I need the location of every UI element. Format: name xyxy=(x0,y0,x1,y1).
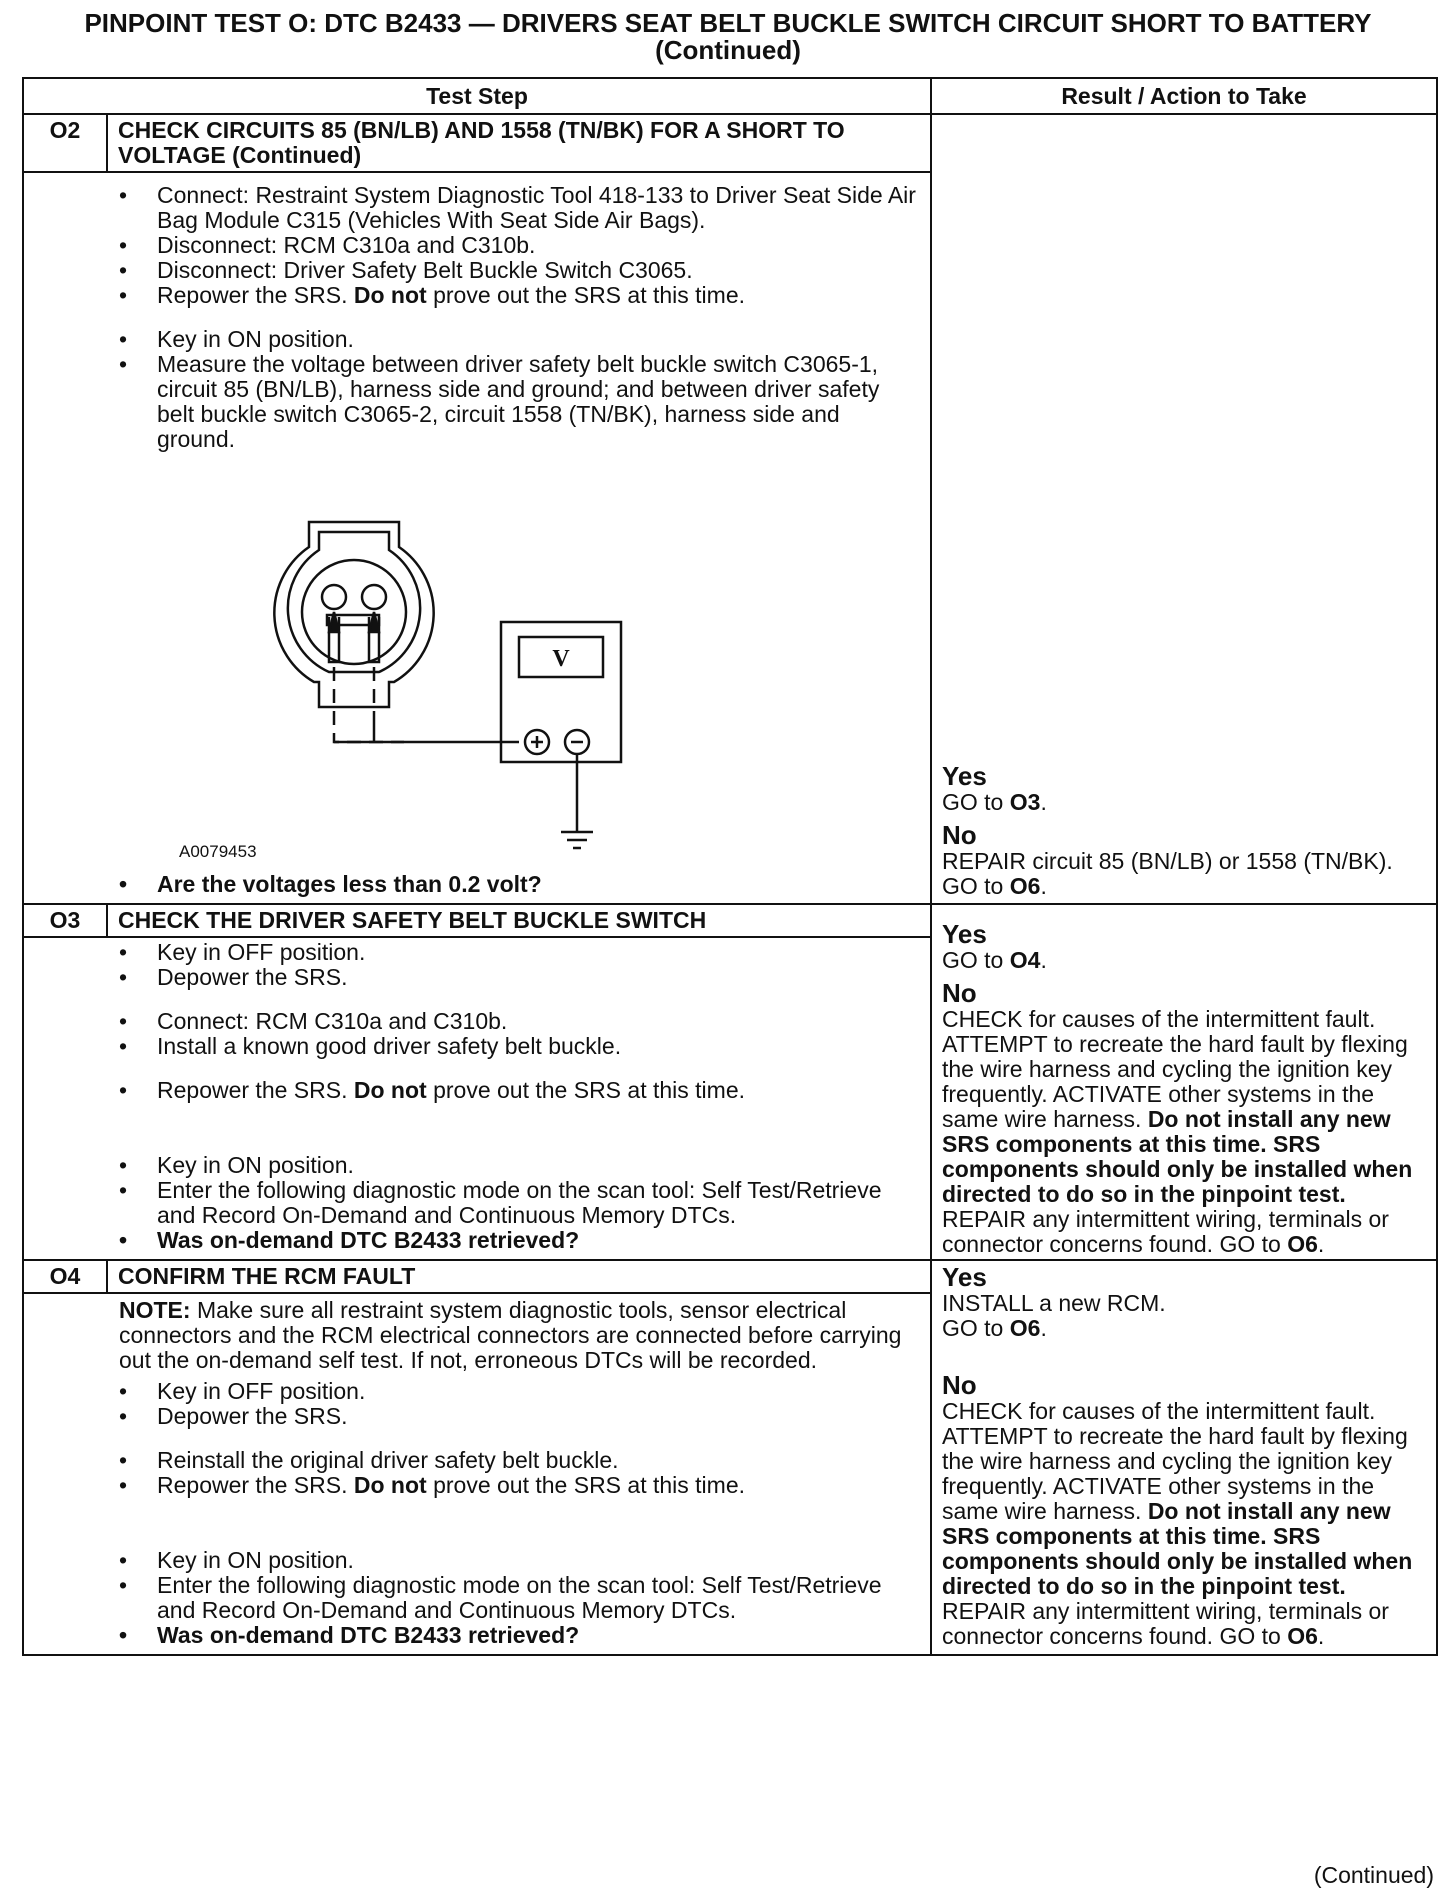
text: . xyxy=(1040,947,1047,973)
header-result: Result / Action to Take xyxy=(931,78,1437,114)
step-cell-o4 xyxy=(23,1260,931,1655)
step-number: O3 xyxy=(24,905,108,936)
step-header-o3 xyxy=(24,905,930,938)
step-body-o3 xyxy=(24,938,930,1259)
continued-label: (Continued) xyxy=(1313,1862,1434,1888)
step-row-o2 xyxy=(23,114,1437,904)
result-cell-o2 xyxy=(931,114,1437,904)
list-item: • Key in ON position. xyxy=(119,1548,922,1573)
step-link: O3 xyxy=(1009,789,1041,815)
list-item: • Enter the following diagnostic mode on the scan tool: Self Test/Retrieve and Record On-Demand and Continuous Memory DTCs. xyxy=(119,1178,922,1228)
result-no-label: No xyxy=(942,1370,977,1400)
text: REPAIR any intermittent wiring, terminals or connector concerns found. GO to xyxy=(942,1598,1389,1649)
figure-code: A0079453 xyxy=(179,842,257,861)
pinpoint-test-table xyxy=(22,77,1438,1656)
text: prove out the SRS at this time. xyxy=(426,1077,746,1103)
note-text: Make sure all restraint system diagnostic tools, sensor electrical connectors and the RCM electrical connectors are connected before carrying out the on-demand self test. If not, erroneous DTCs will be recorded. xyxy=(119,1297,902,1373)
voltmeter-diagram xyxy=(119,452,922,872)
result-yes-label: Yes xyxy=(942,1262,987,1292)
text: . xyxy=(1040,873,1047,899)
list-item: • Depower the SRS. xyxy=(119,1404,922,1429)
step-number: O2 xyxy=(24,115,108,171)
list-item: • Disconnect: RCM C310a and C310b. xyxy=(119,233,922,258)
note-label: NOTE: xyxy=(119,1297,191,1323)
step-cell-o2 xyxy=(23,114,931,904)
text: . xyxy=(1040,789,1047,815)
text: . xyxy=(1317,1623,1325,1649)
step-body-o4 xyxy=(24,1294,930,1654)
list-item: • Enter the following diagnostic mode on the scan tool: Self Test/Retrieve and Record On-Demand and Continuous Memory DTCs. xyxy=(119,1573,922,1623)
step-header-o2 xyxy=(24,115,930,173)
result-yes-label: Yes xyxy=(942,919,987,949)
list-item: • Reinstall the original driver safety belt buckle. xyxy=(119,1448,922,1473)
step-header-o4 xyxy=(24,1261,930,1294)
list-item xyxy=(119,1078,922,1103)
step-title: CHECK THE DRIVER SAFETY BELT BUCKLE SWITCH xyxy=(118,907,707,933)
list-item: • Connect: RCM C310a and C310b. xyxy=(119,1009,922,1034)
list-item: • Install a known good driver safety belt buckle. xyxy=(119,1034,922,1059)
list-item: • Key in OFF position. xyxy=(119,940,922,965)
result-yes-action xyxy=(942,790,1430,815)
result-yes-label: Yes xyxy=(942,761,987,791)
text: prove out the SRS at this time. xyxy=(426,282,746,308)
text: CHECK for causes of the intermittent fault. ATTEMPT to recreate the hard fault by flexing the wire harness and cycling the ignition key frequently. ACTIVATE other systems in the same wire harness. xyxy=(942,1398,1408,1524)
step-link: O6 xyxy=(1009,1315,1041,1341)
list-item xyxy=(119,1473,922,1498)
step-number: O4 xyxy=(24,1261,108,1292)
result-yes-action xyxy=(942,948,1430,973)
list-item: • Disconnect: Driver Safety Belt Buckle Switch C3065. xyxy=(119,258,922,283)
step-question: • Was on-demand DTC B2433 retrieved? xyxy=(119,1228,922,1253)
text-emphasis: Do not xyxy=(353,1077,427,1103)
step-link: O6 xyxy=(1287,1231,1318,1257)
result-no-label: No xyxy=(942,820,977,850)
table-header-row xyxy=(23,78,1437,114)
text: . xyxy=(1317,1231,1325,1257)
text: Repower the SRS. xyxy=(157,1077,354,1103)
text: Repower the SRS. xyxy=(157,282,354,308)
text-emphasis: Do not xyxy=(353,282,427,308)
result-no-label: No xyxy=(942,978,977,1008)
list-item: • Measure the voltage between driver safety belt buckle switch C3065-1, circuit 85 (BN/LB), harness side and ground; and between driver safety belt buckle switch C3065-2, circuit 1558 (TN/BK), harness side and ground. xyxy=(119,352,922,452)
step-link: O4 xyxy=(1009,947,1041,973)
meter-label: V xyxy=(552,646,570,672)
step-cell-o3 xyxy=(23,904,931,1260)
list-item: • Key in ON position. xyxy=(119,1153,922,1178)
text: REPAIR circuit 85 (BN/LB) or 1558 (TN/BK). GO to xyxy=(942,848,1393,899)
step-body-o2 xyxy=(24,173,930,903)
list-item xyxy=(119,283,922,308)
step-question: • Was on-demand DTC B2433 retrieved? xyxy=(119,1623,922,1648)
result-yes-goto xyxy=(942,1316,1430,1341)
text: GO to xyxy=(942,947,1010,973)
step-title: CONFIRM THE RCM FAULT xyxy=(118,1263,416,1289)
result-yes-action: INSTALL a new RCM. xyxy=(942,1290,1166,1316)
text: prove out the SRS at this time. xyxy=(426,1472,746,1498)
text-emphasis: Do not xyxy=(353,1472,427,1498)
text: REPAIR any intermittent wiring, terminals or connector concerns found. GO to xyxy=(942,1206,1389,1257)
list-item: • Key in OFF position. xyxy=(119,1379,922,1404)
text-emphasis: Do not install any new SRS components at this time. SRS components should only be installed when directed to do so in the pinpoint test. xyxy=(942,1498,1413,1599)
list-item: • Depower the SRS. xyxy=(119,965,922,990)
list-item: • Connect: Restraint System Diagnostic Tool 418-133 to Driver Seat Side Air Bag Module C315 (Vehicles With Seat Side Air Bags). xyxy=(119,183,922,233)
result-cell-o4 xyxy=(931,1260,1437,1655)
text: . xyxy=(1040,1315,1047,1341)
text: Repower the SRS. xyxy=(157,1472,354,1498)
step-row-o4 xyxy=(23,1260,1437,1655)
text: GO to xyxy=(942,1315,1010,1341)
connector-meter-diagram-icon xyxy=(179,452,679,872)
list-item: • Key in ON position. xyxy=(119,327,922,352)
result-no-action xyxy=(942,1399,1430,1649)
note xyxy=(119,1298,922,1373)
result-cell-o3 xyxy=(931,904,1437,1260)
step-link: O6 xyxy=(1287,1623,1318,1649)
result-no-action xyxy=(942,849,1430,899)
step-title: CHECK CIRCUITS 85 (BN/LB) AND 1558 (TN/BK) FOR A SHORT TO VOLTAGE (Continued) xyxy=(118,117,845,168)
text: GO to xyxy=(942,789,1010,815)
text: CHECK for causes of the intermittent fault. ATTEMPT to recreate the hard fault by flexing the wire harness and cycling the ignition key frequently. ACTIVATE other systems in the same wire harness. xyxy=(942,1006,1408,1132)
result-no-action xyxy=(942,1007,1430,1257)
page-title: PINPOINT TEST O: DTC B2433 — DRIVERS SEAT BELT BUCKLE SWITCH CIRCUIT SHORT TO BATTERY (Continued) xyxy=(84,8,1372,65)
step-link: O6 xyxy=(1009,873,1041,899)
header-test-step: Test Step xyxy=(23,78,931,114)
text-emphasis: Do not install any new SRS components at this time. SRS components should only be installed when directed to do so in the pinpoint test. xyxy=(942,1106,1413,1207)
step-question: • Are the voltages less than 0.2 volt? xyxy=(119,872,922,897)
step-row-o3 xyxy=(23,904,1437,1260)
